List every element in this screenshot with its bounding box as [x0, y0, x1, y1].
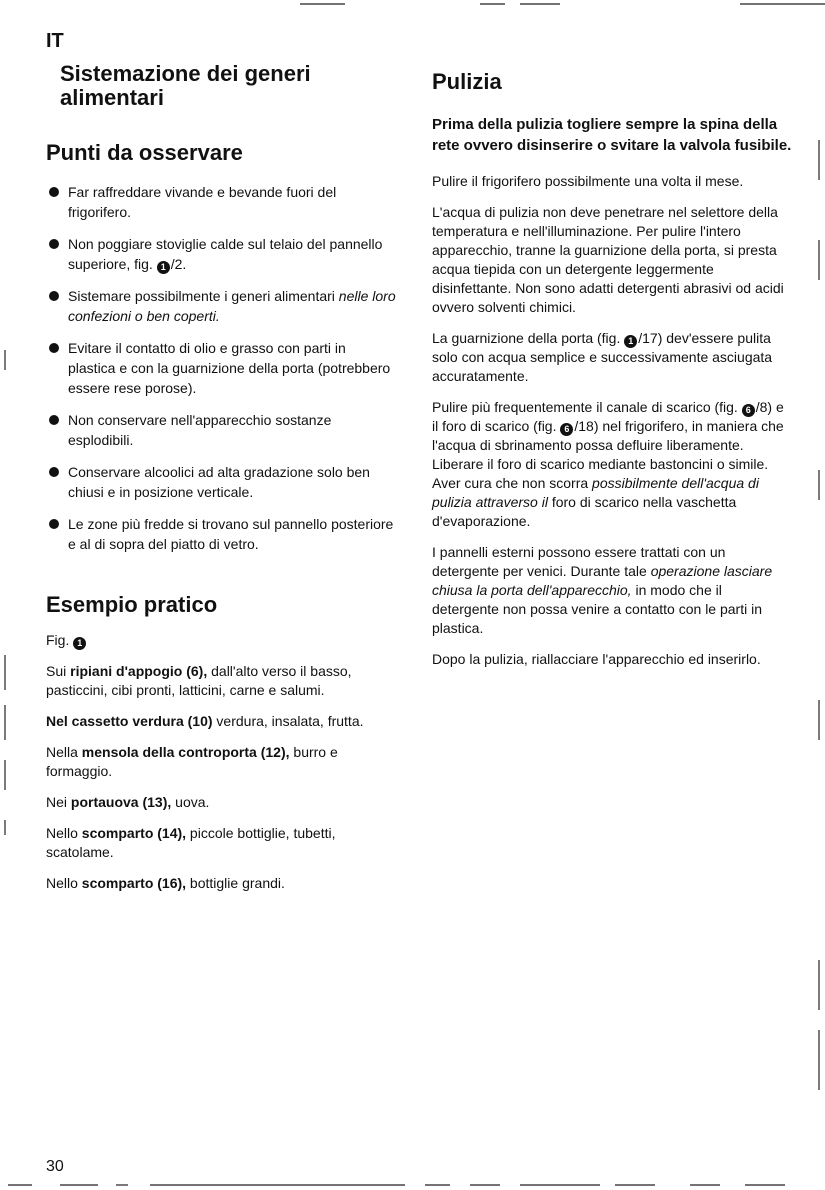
list-item: Non conservare nell'apparecchio sostanze esplodibili.: [46, 410, 396, 450]
figure-reference: Fig. 1: [46, 630, 396, 650]
storage-item: Nella mensola della controporta (12), burro e formaggio.: [46, 744, 338, 779]
bullet-icon: [49, 415, 59, 425]
bullet-icon: [49, 343, 59, 353]
figure-number-icon: 1: [73, 637, 86, 650]
list-item: Conservare alcoolici ad alta gradazione solo ben chiusi e in posizione verticale.: [46, 462, 396, 502]
figure-number-icon: 6: [742, 404, 755, 417]
section-title-points: Punti da osservare: [46, 140, 243, 165]
right-column: [432, 70, 792, 681]
bullet-icon: [49, 187, 59, 197]
paragraph: Pulire il frigorifero possibilmente una volta il mese.: [432, 173, 744, 189]
bullet-icon: [49, 239, 59, 249]
bullet-list: [46, 182, 396, 554]
paragraph: L'acqua di pulizia non deve penetrare nel selettore della temperatura e nell'illuminazione. Per pulire l'intero apparecchio, tranne la guarnizione della porta, si presta acqua tiepida con un detergente leggermente disinfettante. Non sono adatti detergenti abrasivi od acidi ovvero solventi chimici.: [432, 204, 784, 315]
page-title-storage: Sistemazione dei generi alimentari: [60, 61, 311, 110]
list-item: Evitare il contatto di olio e grasso con parti in plastica e con la guarnizione della porta (potrebbero essere rese porose).: [46, 338, 396, 398]
storage-item: Nello scomparto (16), bottiglie grandi.: [46, 875, 285, 891]
storage-item: Nei portauova (13), uova.: [46, 794, 210, 810]
page-number: 30: [46, 1158, 64, 1175]
paragraph: La guarnizione della porta (fig. 1 /17) dev'essere pulita solo con acqua semplice e successivamente asciugata accuratamente.: [432, 330, 773, 384]
list-item: Far raffreddare vivande e bevande fuori del frigorifero.: [46, 182, 396, 222]
section-title-example: Esempio pratico: [46, 592, 218, 617]
list-item: Sistemare possibilmente i generi alimentari nelle loro confezioni o ben coperti.: [46, 286, 396, 326]
figure-number-icon: 1: [157, 261, 170, 274]
paragraph: I pannelli esterni possono essere trattati con un detergente per venici. Durante tale operazione lasciare chiusa la porta dell'apparecchio, in modo che il detergente non possa venire a contatto con le parti in plastica.: [432, 544, 773, 636]
list-item: Le zone più fredde si trovano sul pannello posteriore e al di sopra del piatto di vetro.: [46, 514, 396, 554]
paragraph: Pulire più frequentemente il canale di scarico (fig. 6 /8) e il foro di scarico (fig. 6 /18) nel frigorifero, in maniera che l'acqua di sbrinamento possa defluire liberamente. Liberare il foro di scarico mediante bastoncini o simile. Aver cura che non scorra possibilmente dell'acqua di pulizia attraverso il foro di scarico nella vaschetta d'evaporazione.: [432, 399, 784, 529]
storage-item: Nel cassetto verdura (10) verdura, insalata, frutta.: [46, 713, 364, 729]
storage-item: Nello scomparto (14), piccole bottiglie, tubetti, scatolame.: [46, 825, 336, 860]
paragraph: Dopo la pulizia, riallacciare l'apparecchio ed inserirlo.: [432, 651, 761, 667]
safety-warning: Prima della pulizia togliere sempre la spina della rete ovvero disinserire o svitare la valvola fusibile.: [432, 116, 792, 154]
page-title-cleaning: Pulizia: [432, 69, 502, 94]
bullet-icon: [49, 519, 59, 529]
bullet-icon: [49, 467, 59, 477]
list-item: Non poggiare stoviglie calde sul telaio del pannello superiore, fig. 1 /2.: [46, 234, 396, 274]
left-column: [46, 62, 396, 905]
bullet-icon: [49, 291, 59, 301]
storage-items: [46, 662, 396, 893]
figure-number-icon: 6: [560, 423, 573, 436]
figure-number-icon: 1: [624, 335, 637, 348]
language-tag: IT: [46, 30, 64, 52]
storage-item: Sui ripiani d'appogio (6), dall'alto verso il basso, pasticcini, cibi pronti, latticini, carne e salumi.: [46, 663, 352, 698]
